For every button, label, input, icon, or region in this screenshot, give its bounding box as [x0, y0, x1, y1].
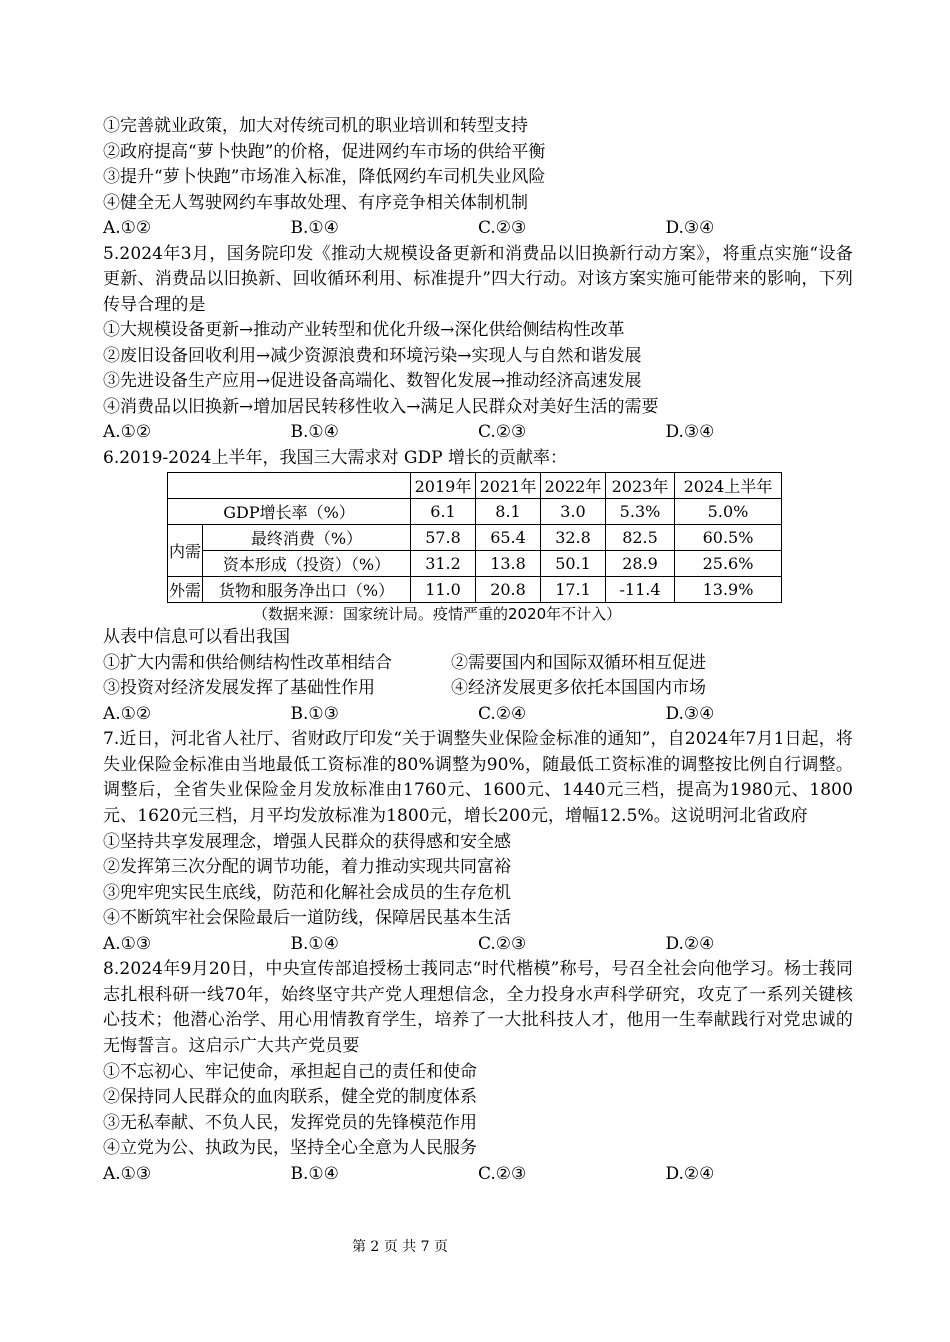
table-row — [168, 525, 782, 551]
question-6 — [103, 446, 853, 728]
option-d[interactable]: D.③④ — [665, 703, 715, 724]
table-row — [168, 577, 782, 603]
option-c[interactable]: C.②③ — [478, 1163, 527, 1184]
option-c[interactable]: C.②④ — [478, 703, 527, 724]
option-d[interactable]: D.②④ — [665, 1163, 715, 1184]
option-c[interactable]: C.②③ — [478, 933, 527, 954]
answer-options — [103, 216, 853, 242]
table-cell: 8.1 — [476, 499, 541, 525]
table-row — [168, 551, 782, 577]
statement-1: ①坚持共享发展理念，增强人民群众的获得感和安全感 — [103, 831, 511, 852]
statement-2: ②保持同人民群众的血肉联系，健全党的制度体系 — [103, 1087, 477, 1108]
statement-1: ①完善就业政策，加大对传统司机的职业培训和转型支持 — [103, 116, 528, 136]
table-cell: 17.1 — [541, 577, 606, 603]
option-b[interactable]: B.①④ — [290, 218, 339, 238]
question-5 — [103, 242, 853, 446]
statement-4: ④立党为公、执政为民，坚持全心全意为人民服务 — [103, 1138, 477, 1159]
table-cell: 82.5 — [606, 525, 675, 551]
option-c[interactable]: C.②③ — [478, 422, 527, 443]
table-cell: 25.6% — [675, 551, 782, 577]
table-cell: 6.1 — [411, 499, 476, 525]
table-cell: 5.0% — [675, 499, 782, 525]
table-cell: 3.0 — [541, 499, 606, 525]
table-cell: -11.4 — [606, 577, 675, 603]
question-prompt: 从表中信息可以看出我国 — [103, 627, 290, 648]
row-label: 最终消费（%） — [203, 525, 411, 551]
option-a[interactable]: A.①③ — [103, 933, 152, 954]
table-cell: 20.8 — [476, 577, 541, 603]
question-stem: 6.2019-2024上半年，我国三大需求对 GDP 增长的贡献率： — [103, 447, 567, 468]
row-label: 资本形成（投资）（%） — [203, 551, 411, 577]
table-cell: 31.2 — [411, 551, 476, 577]
table-cell: 5.3% — [606, 499, 675, 525]
column-header: 2019年 — [411, 473, 476, 499]
statement-3: ③先进设备生产应用→促进设备高端化、数智化发展→推动经济高速发展 — [103, 371, 642, 392]
table-header-row — [168, 473, 782, 499]
option-d[interactable]: D.③④ — [665, 218, 715, 238]
question-4 — [103, 114, 853, 242]
table-cell: 13.9% — [675, 577, 782, 603]
statement-1: ①扩大内需和供给侧结构性改革相结合 — [103, 652, 392, 673]
option-b[interactable]: B.①④ — [290, 422, 339, 443]
question-stem: 8.2024年9月20日，中央宣传部追授杨士莪同志“时代楷模”称号，号召全社会向他学习。杨士莪同志扎根科研一线70年，始终坚守共产党人理想信念，全力投身水声科学研究，攻克了一系列关键核心技术；他潜心治学、用心用情教育学生，培养了一大批科技人才，他用一生奉献践行对党忠诚的无悔誓言。这启示广大共产党员要 — [103, 959, 853, 1056]
answer-options — [103, 702, 853, 728]
option-a[interactable]: A.①② — [103, 422, 152, 443]
statement-4: ④消费品以旧换新→增加居民转移性收入→满足人民群众对美好生活的需要 — [103, 396, 659, 417]
statement-4: ④不断筑牢社会保险最后一道防线，保障居民基本生活 — [103, 908, 511, 929]
answer-options — [103, 1162, 853, 1188]
statement-2: ②废旧设备回收利用→减少资源浪费和环境污染→实现人与自然和谐发展 — [103, 345, 642, 366]
option-b[interactable]: B.①④ — [290, 1163, 339, 1184]
question-stem: 7.近日，河北省人社厅、省财政厅印发“关于调整失业保险金标准的通知”，自2024年7月1日起，将失业保险金标准由当地最低工资标准的80%调整为90%，随最低工资标准的调整按比例自行调整。调整后，全省失业保险金月发放标准由1760元、1600元、1440元三档，提高为1980元、1800元、1620元三档，月平均发放标准为1800元，增长200元，增幅12.5%。这说明河北省政府 — [103, 729, 853, 827]
statement-row — [103, 676, 853, 702]
column-header: 2023年 — [606, 473, 675, 499]
row-label: 货物和服务净出口（%） — [203, 577, 411, 603]
page-number-footer: 第 2 页 共 7 页 — [351, 1239, 449, 1255]
statement-3: ③提升“萝卜快跑”市场准入标准，降低网约车司机失业风险 — [103, 167, 546, 187]
question-8 — [103, 957, 853, 1187]
option-d[interactable]: D.②④ — [665, 933, 715, 954]
option-a[interactable]: A.①③ — [103, 1163, 152, 1184]
answer-options — [103, 420, 853, 446]
option-c[interactable]: C.②③ — [478, 218, 527, 238]
statement-4: ④经济发展更多依托本国国内市场 — [451, 678, 706, 699]
question-7 — [103, 727, 853, 957]
statement-2: ②发挥第三次分配的调节功能，着力推动实现共同富裕 — [103, 857, 511, 878]
statement-2: ②政府提高“萝卜快跑”的价格，促进网约车市场的供给平衡 — [103, 141, 546, 162]
statement-3: ③无私奉献、不负人民，发挥党员的先锋模范作用 — [103, 1112, 477, 1133]
table-cell: 50.1 — [541, 551, 606, 577]
statement-1: ①大规模设备更新→推动产业转型和优化升级→深化供给侧结构性改革 — [103, 320, 625, 341]
statement-3: ③兜牢兜实民生底线，防范和化解社会成员的生存危机 — [103, 882, 511, 903]
option-b[interactable]: B.①③ — [290, 703, 339, 724]
column-header: 2021年 — [476, 473, 541, 499]
option-b[interactable]: B.①④ — [290, 933, 339, 954]
table-cell: 60.5% — [675, 525, 782, 551]
option-d[interactable]: D.③④ — [665, 422, 715, 443]
statement-4: ④健全无人驾驶网约车事故处理、有序竞争相关体制机制 — [103, 192, 528, 213]
statement-3: ③投资对经济发展发挥了基础性作用 — [103, 678, 375, 699]
question-stem: 5.2024年3月，国务院印发《推动大规模设备更新和消费品以旧换新行动方案》，将重点实施“设备更新、消费品以旧换新、回收循环利用、标准提升”四大行动。对该方案实施可能带来的影响，下列传导合理的是 — [103, 243, 853, 315]
option-a[interactable]: A.①② — [103, 218, 152, 238]
statement-1: ①不忘初心、牢记使命，承担起自己的责任和使命 — [103, 1061, 477, 1082]
page-content — [103, 114, 853, 1187]
table-corner-cell — [168, 473, 411, 499]
group-label-external: 外需 — [168, 577, 203, 603]
table-cell: 65.4 — [476, 525, 541, 551]
column-header: 2022年 — [541, 473, 606, 499]
row-label: GDP增长率（%） — [168, 499, 411, 525]
table-cell: 32.8 — [541, 525, 606, 551]
data-source-note: （数据来源：国家统计局。疫情严重的2020年不计入） — [253, 605, 622, 624]
answer-options — [103, 932, 853, 958]
group-label-domestic: 内需 — [168, 525, 203, 577]
table-cell: 11.0 — [411, 577, 476, 603]
statement-row — [103, 651, 853, 677]
option-a[interactable]: A.①② — [103, 703, 152, 724]
table-cell: 13.8 — [476, 551, 541, 577]
statement-2: ②需要国内和国际双循环相互促进 — [451, 652, 706, 673]
table-cell: 28.9 — [606, 551, 675, 577]
gdp-contribution-table — [167, 472, 782, 603]
column-header: 2024上半年 — [675, 473, 782, 499]
table-cell: 57.8 — [411, 525, 476, 551]
table-row — [168, 499, 782, 525]
